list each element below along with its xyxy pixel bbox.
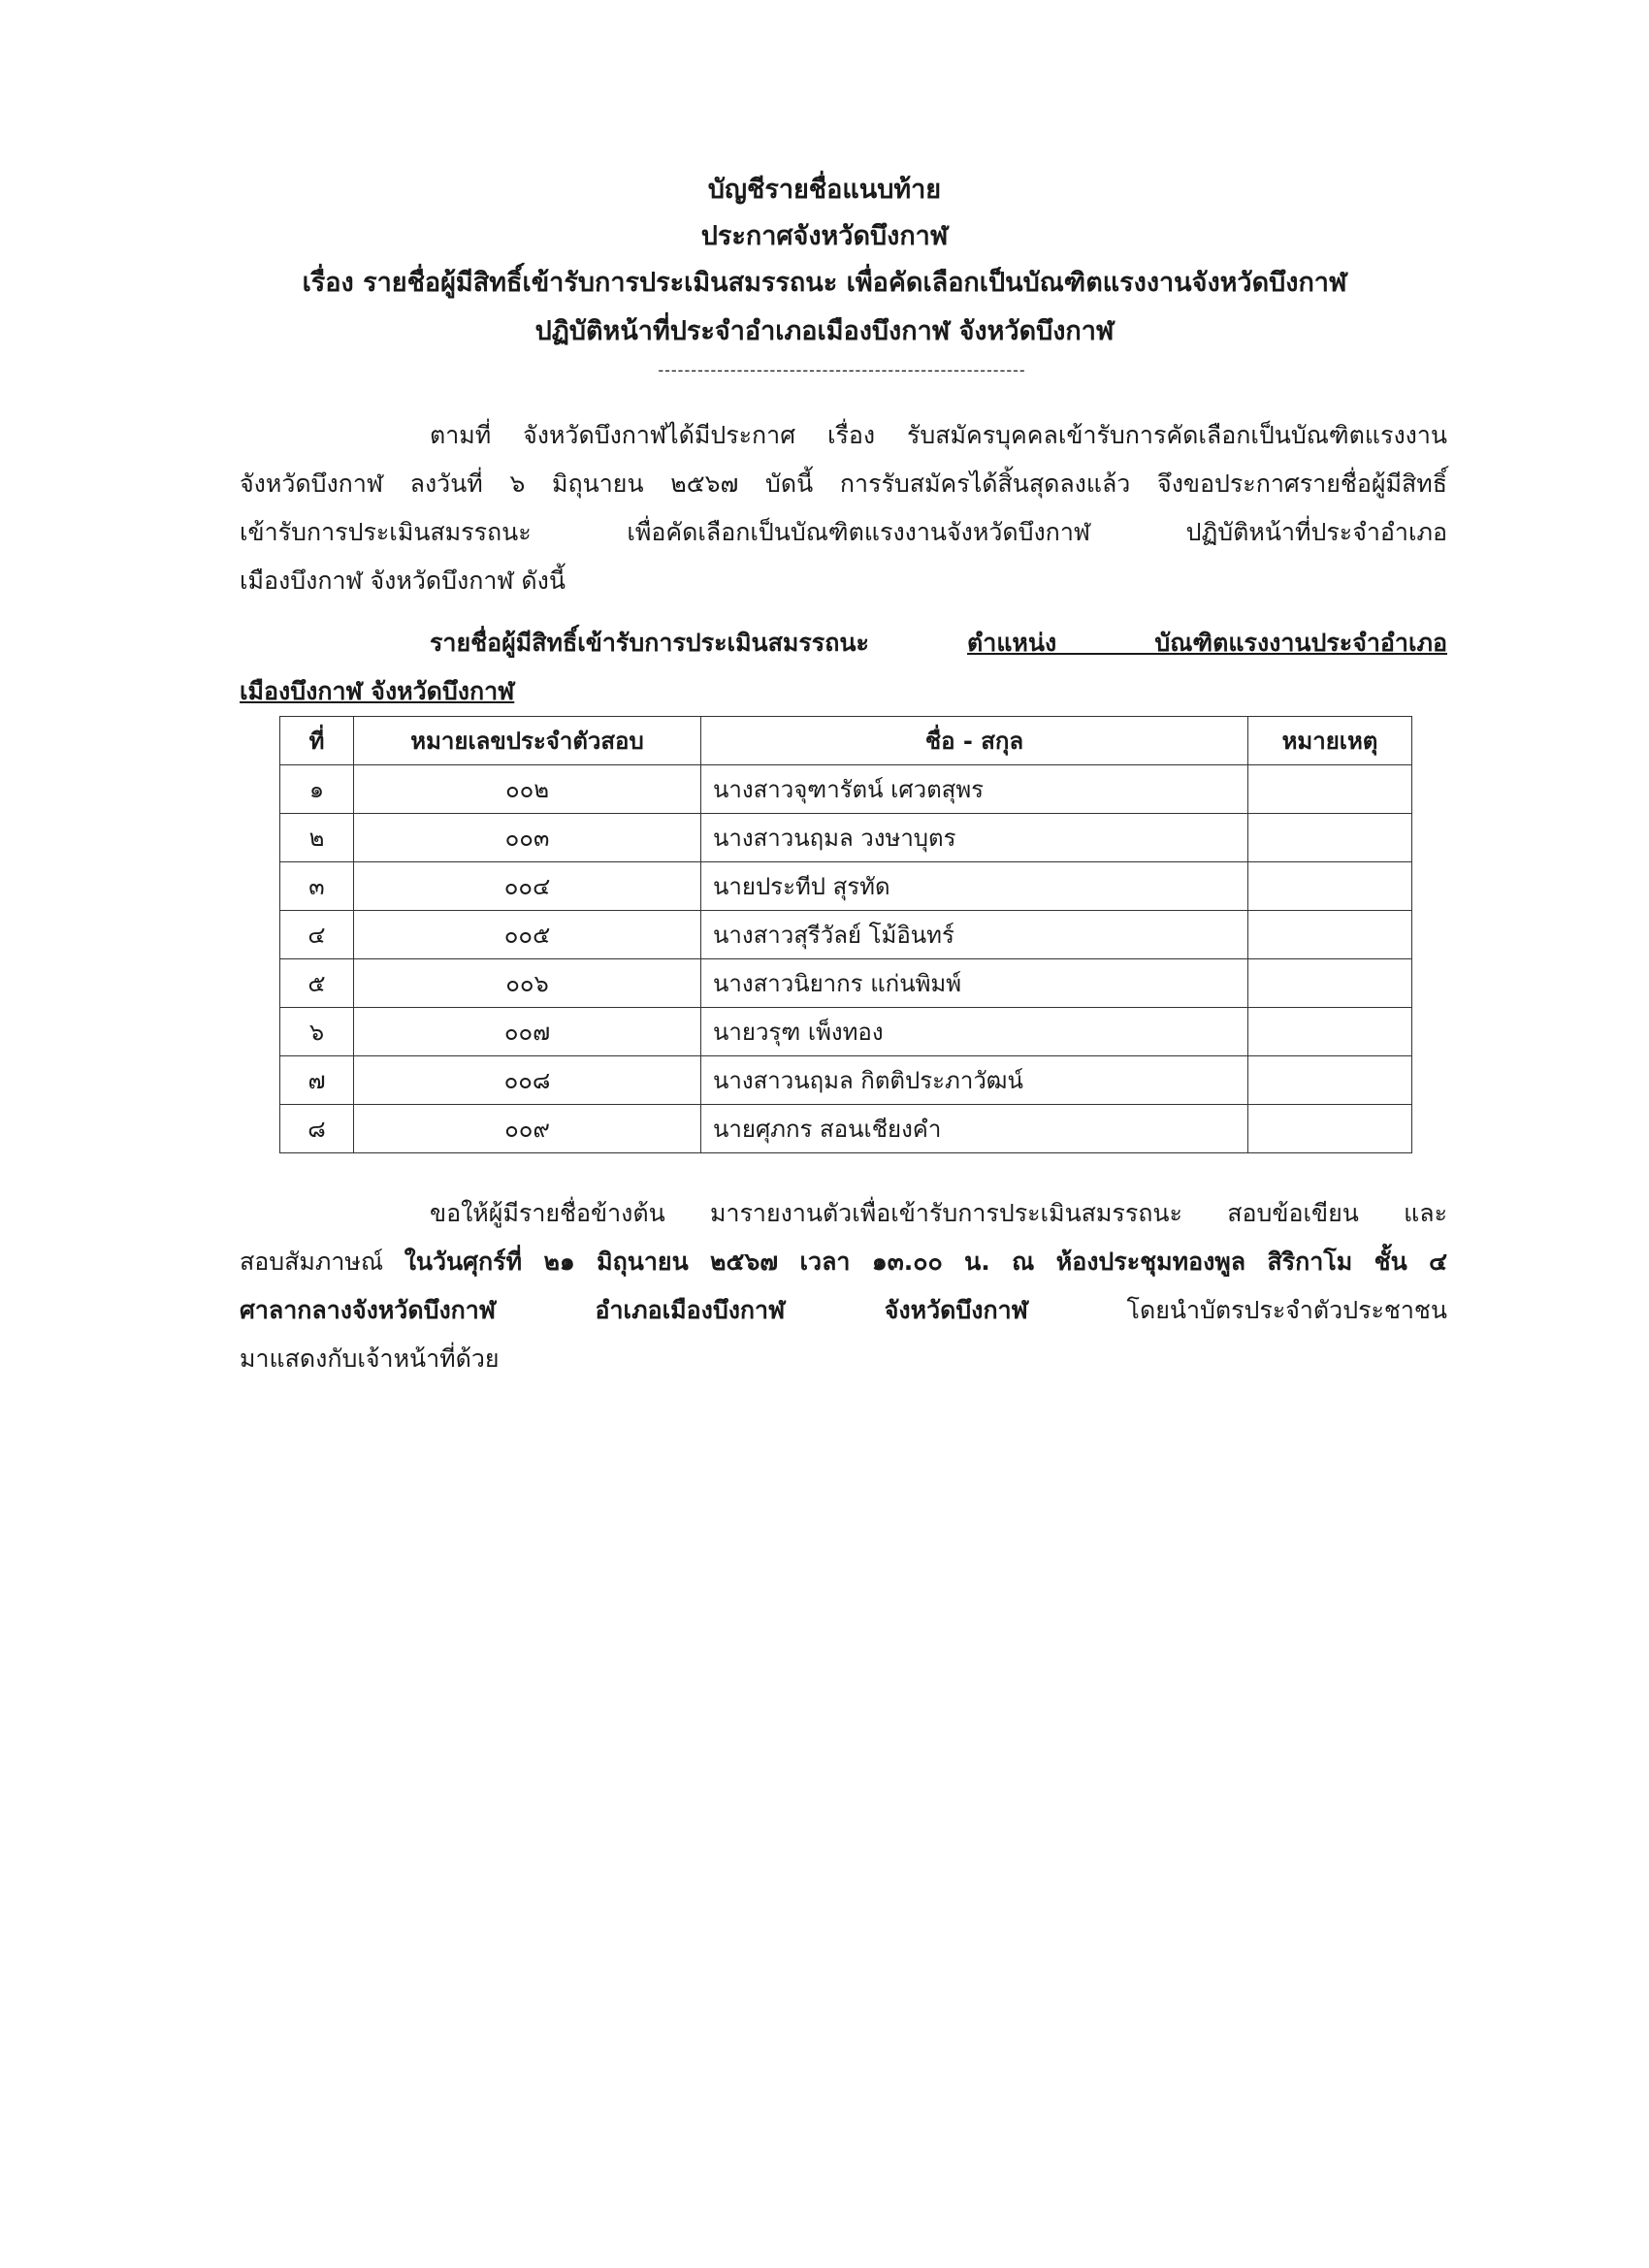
exam-venue-location: ศาลากลางจังหวัดบึงกาฬ อำเภอเมืองบึงกาฬ จังหวัดบึงกาฬ [240, 1296, 1028, 1324]
cell-number: ๔ [280, 911, 354, 959]
cell-number: ๘ [280, 1105, 354, 1153]
list-subheading [240, 619, 1447, 716]
cell-name: นางสาวนิยากร แก่นพิมพ์ [701, 959, 1248, 1008]
table-row [280, 1008, 1412, 1056]
table-header-row [280, 717, 1412, 765]
cell-exam-id: ๐๐๖ [354, 959, 701, 1008]
intro-line: เมืองบึงกาฬ จังหวัดบึงกาฬ ดังนี้ [240, 567, 566, 595]
closing-paragraph [240, 1189, 1447, 1383]
closing-line: มาแสดงกับเจ้าหน้าที่ด้วย [240, 1345, 500, 1373]
column-header-number: ที่ [280, 717, 354, 765]
column-header-exam-id: หมายเลขประจำตัวสอบ [354, 717, 701, 765]
subject-line: เรื่อง รายชื่อผู้มีสิทธิ์เข้ารับการประเมินสมรรถนะ เพื่อคัดเลือกเป็นบัณฑิตแรงงานจังหวัดบึงกาฬ [302, 268, 1347, 298]
closing-line-start: สอบสัมภาษณ์ [240, 1247, 384, 1276]
cell-remarks [1248, 862, 1412, 911]
table-row [280, 765, 1412, 814]
cell-number: ๒ [280, 814, 354, 862]
announcement-reference: ประกาศจังหวัดบึงกาฬ [700, 221, 949, 251]
cell-remarks [1248, 1008, 1412, 1056]
cell-name: นางสาวจุฑารัตน์ เศวตสุพร [701, 765, 1248, 814]
separator-line: -------------------------------------------------------- [658, 361, 1026, 379]
cell-name: นางสาวนฤมล กิตติประภาวัฒน์ [701, 1056, 1248, 1105]
cell-name: นางสาวสุรีวัลย์ โม้อินทร์ [701, 911, 1248, 959]
closing-line-end: โดยนำบัตรประจำตัวประชาชน [1126, 1296, 1447, 1324]
cell-exam-id: ๐๐๘ [354, 1056, 701, 1105]
subject-line-continued: ปฏิบัติหน้าที่ประจำอำเภอเมืองบึงกาฬ จังหวัดบึงกาฬ [534, 316, 1115, 346]
cell-number: ๖ [280, 1008, 354, 1056]
cell-remarks [1248, 1056, 1412, 1105]
cell-exam-id: ๐๐๔ [354, 862, 701, 911]
subheading-text: รายชื่อผู้มีสิทธิ์เข้ารับการประเมินสมรรถนะ [430, 629, 869, 657]
column-header-name: ชื่อ - สกุล [701, 717, 1248, 765]
cell-remarks [1248, 959, 1412, 1008]
cell-exam-id: ๐๐๗ [354, 1008, 701, 1056]
intro-line: จังหวัดบึงกาฬ ลงวันที่ ๖ มิถุนายน ๒๕๖๗ บัดนี้ การรับสมัครได้สิ้นสุดลงแล้ว จึงขอประกาศรายชื่อผู้มีสิทธิ์ [240, 470, 1447, 498]
cell-remarks [1248, 765, 1412, 814]
cell-exam-id: ๐๐๓ [354, 814, 701, 862]
document-title: บัญชีรายชื่อแนบท้าย [707, 175, 942, 205]
table-row [280, 959, 1412, 1008]
cell-name: นางสาวนฤมล วงษาบุตร [701, 814, 1248, 862]
closing-line: ขอให้ผู้มีรายชื่อข้างต้น มารายงานตัวเพื่อเข้ารับการประเมินสมรรถนะ สอบข้อเขียน และ [430, 1199, 1447, 1227]
cell-name: นายวรุฑ เพ็งทอง [701, 1008, 1248, 1056]
cell-name: นายศุภกร สอนเชียงคำ [701, 1105, 1248, 1153]
cell-number: ๓ [280, 862, 354, 911]
closing-line [240, 1238, 1447, 1286]
table-row [280, 862, 1412, 911]
subheading-line [240, 619, 1447, 667]
table-row [280, 1056, 1412, 1105]
cell-exam-id: ๐๐๙ [354, 1105, 701, 1153]
intro-paragraph [240, 411, 1447, 605]
closing-line [240, 1286, 1447, 1335]
candidate-table [279, 716, 1412, 1153]
cell-remarks [1248, 911, 1412, 959]
cell-number: ๗ [280, 1056, 354, 1105]
column-header-remarks: หมายเหตุ [1248, 717, 1412, 765]
table-row [280, 911, 1412, 959]
cell-exam-id: ๐๐๕ [354, 911, 701, 959]
intro-line: เข้ารับการประเมินสมรรถนะ เพื่อคัดเลือกเป็นบัณฑิตแรงงานจังหวัดบึงกาฬ ปฏิบัติหน้าที่ประจำอำเภอ [240, 518, 1447, 546]
table-row [280, 1105, 1412, 1153]
exam-date-time-venue: ในวันศุกร์ที่ ๒๑ มิถุนายน ๒๕๖๗ เวลา ๑๓.๐๐ น. ณ ห้องประชุมทองพูล สิริกาโม ชั้น ๔ [404, 1247, 1448, 1276]
subheading-position-continued: เมืองบึงกาฬ จังหวัดบึงกาฬ [240, 677, 515, 705]
cell-number: ๕ [280, 959, 354, 1008]
intro-line: ตามที่ จังหวัดบึงกาฬได้มีประกาศ เรื่อง รับสมัครบุคคลเข้ารับการคัดเลือกเป็นบัณฑิตแรงงาน [430, 421, 1447, 449]
subheading-position: ตำแหน่ง บัณฑิตแรงงานประจำอำเภอ [967, 629, 1447, 657]
cell-name: นายประทีป สุรทัด [701, 862, 1248, 911]
cell-number: ๑ [280, 765, 354, 814]
cell-remarks [1248, 1105, 1412, 1153]
cell-exam-id: ๐๐๒ [354, 765, 701, 814]
cell-remarks [1248, 814, 1412, 862]
table-row [280, 814, 1412, 862]
